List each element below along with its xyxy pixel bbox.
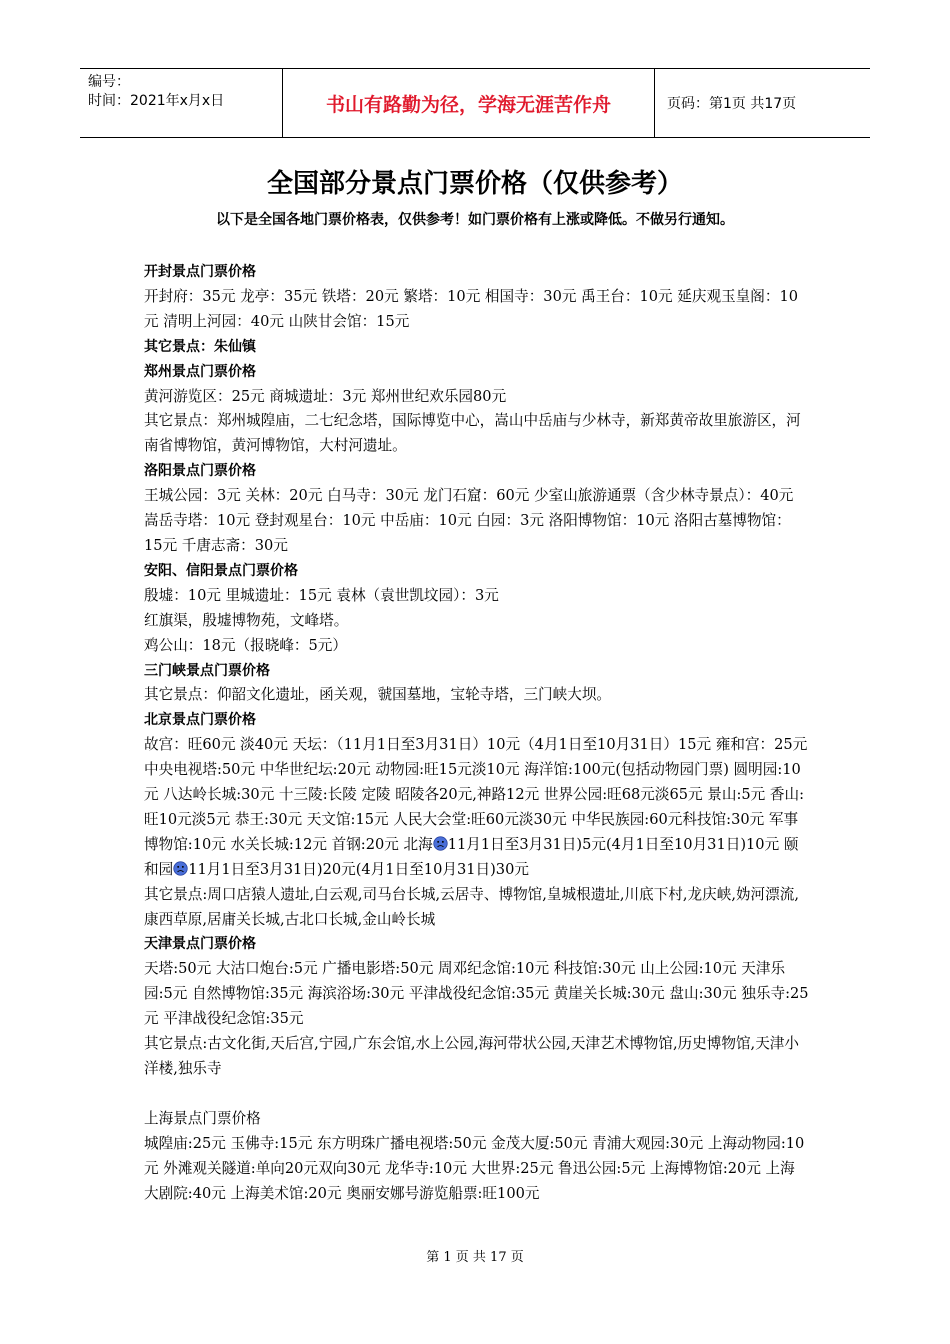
section-heading-beijing: 北京景点门票价格 (144, 712, 256, 729)
sad-face-icon (173, 861, 188, 876)
header-meta (80, 69, 283, 137)
section-heading-kaifeng: 开封景点门票价格 (144, 264, 256, 280)
beijing-prices-part-2: 11月1日至3月31日)5元(4月1日至10月31日)10元 颐和园 (144, 835, 799, 878)
paragraph-beijing-other: 其它景点:周口店猿人遗址,白云观,司马台长城,云居寺、博物馆,皇城根遗址,川底下村,龙庆峡,妫河漂流,康西草原,居庸关长城,古北口长城,金山岭长城 (144, 885, 799, 928)
blank-line (144, 1082, 809, 1107)
paragraph-sanmenxia-other: 其它景点：仰韶文化遗址，函关观，虢国墓地，宝轮寺塔，三门峡大坝。 (144, 686, 612, 704)
document-subtitle: 以下是全国各地门票价格表，仅供参考！如门票价格有上涨或降低。不做另行通知。 (216, 212, 734, 228)
date-label: 时间：2021年x月x日 (88, 93, 225, 109)
beijing-prices-part-1: 故宫：旺60元 淡40元 天坛：（11月1日至3月31日）10元（4月1日至10月31日）15元 雍和宫：25元 中央电视塔:50元 中华世纪坛:20元 动物园:旺15元淡10元 海洋馆:100元(包括动物园门票) 圆明园:10元 八达岭长城:30元 十三陵:长陵 定陵 昭陵各20元,神路12元 世界公园:旺68元淡65元 景山:5元 香山:旺10元淡5元 恭王:30元 天文馆:15元 人民大会堂:旺60元淡30元 中华民族园:60元科技馆:30元 军事博物馆:10元 水关长城:12元 首钢:20元 北海 (144, 736, 808, 853)
section-heading-shanghai: 上海景点门票价格 (144, 1109, 261, 1127)
paragraph-zhengzhou-prices: 黄河游览区：25元 商城遗址：3元 郑州世纪欢乐园80元 (144, 387, 507, 405)
section-heading-anyang: 安阳、信阳景点门票价格 (144, 562, 298, 579)
paragraph-kaifeng-prices: 开封府：35元 龙亭：35元 铁塔：20元 繁塔：10元 相国寺：30元 禹王台：10元 延庆观玉皇阁：10元 清明上河园：40元 山陕甘会馆：15元 (144, 287, 799, 330)
beijing-prices-part-3: 11月1日至3月31日)20元(4月1日至10月31日)30元 (188, 860, 529, 878)
section-heading-sanmenxia: 三门峡景点门票价格 (144, 662, 270, 679)
sad-face-icon (433, 836, 448, 851)
number-label: 编号： (88, 74, 130, 90)
section-heading-luoyang: 洛阳景点门票价格 (144, 463, 256, 480)
paragraph-zhengzhou-other: 其它景点：郑州城隍庙，二七纪念塔，国际博览中心，嵩山中岳庙与少林寺，新郑黄帝故里旅游区，河南省博物馆，黄河博物馆，大村河遗址。 (144, 412, 801, 455)
paragraph-shanghai-prices: 城隍庙:25元 玉佛寺:15元 东方明珠广播电视塔:50元 金茂大厦:50元 青浦大观园:30元 上海动物园:10元 外滩观关隧道:单向20元双向30元 龙华寺:10元 大世界:25元 鲁迅公园:5元 上海博物馆:20元 上海大剧院:40元 上海美术馆:20元 奥丽安娜号游览船票:旺100元 (144, 1134, 805, 1202)
page-info: 页码：第1页 共17页 (667, 96, 797, 112)
paragraph-tianjin-other: 其它景点:古文化街,天后宫,宁园,广东会馆,水上公园,海河带状公园,天津艺术博物馆,历史博物馆,天津小洋楼,独乐寺 (144, 1035, 799, 1077)
document-title: 全国部分景点门票价格（仅供参考） (266, 169, 683, 199)
document-body (144, 260, 809, 1206)
paragraph-beijing-prices (144, 733, 809, 882)
paragraph-xinyang-prices: 鸡公山：18元（报晓峰：5元） (144, 636, 347, 654)
page-footer: 第 1 页 共 17 页 (426, 1250, 524, 1265)
paragraph-anyang-prices: 殷墟：10元 里城遗址：15元 袁林（袁世凯坟园）：3元 (144, 586, 499, 604)
section-heading-tianjin: 天津景点门票价格 (144, 936, 256, 953)
paragraph-tianjin-prices: 天塔:50元 大沽口炮台:5元 广播电影塔:50元 周邓纪念馆:10元 科技馆:30元 山上公园:10元 天津乐园:5元 自然博物馆:35元 海滨浴场:30元 平津战役纪念馆:35元 黄崖关长城:30元 盘山:30元 独乐寺:25元 平津战役纪念馆:35元 (144, 960, 809, 1028)
paragraph-luoyang-prices: 王城公园：3元 关林：20元 白马寺：30元 龙门石窟：60元 少室山旅游通票（含少林寺景点）：40元 嵩岳寺塔：10元 登封观星台：10元 中岳庙：10元 白园：3元 洛阳博物馆：10元 洛阳古墓博物馆：15元 千唐志斋：30元 (144, 487, 794, 554)
page-header (80, 68, 870, 138)
motto: 书山有路勤为径，学海无涯苦作舟 (283, 69, 655, 137)
paragraph-anyang-other: 红旗渠，殷墟博物苑，文峰塔。 (144, 611, 349, 629)
section-heading-zhengzhou: 郑州景点门票价格 (144, 363, 256, 380)
paragraph-kaifeng-other: 其它景点：朱仙镇 (144, 338, 256, 355)
